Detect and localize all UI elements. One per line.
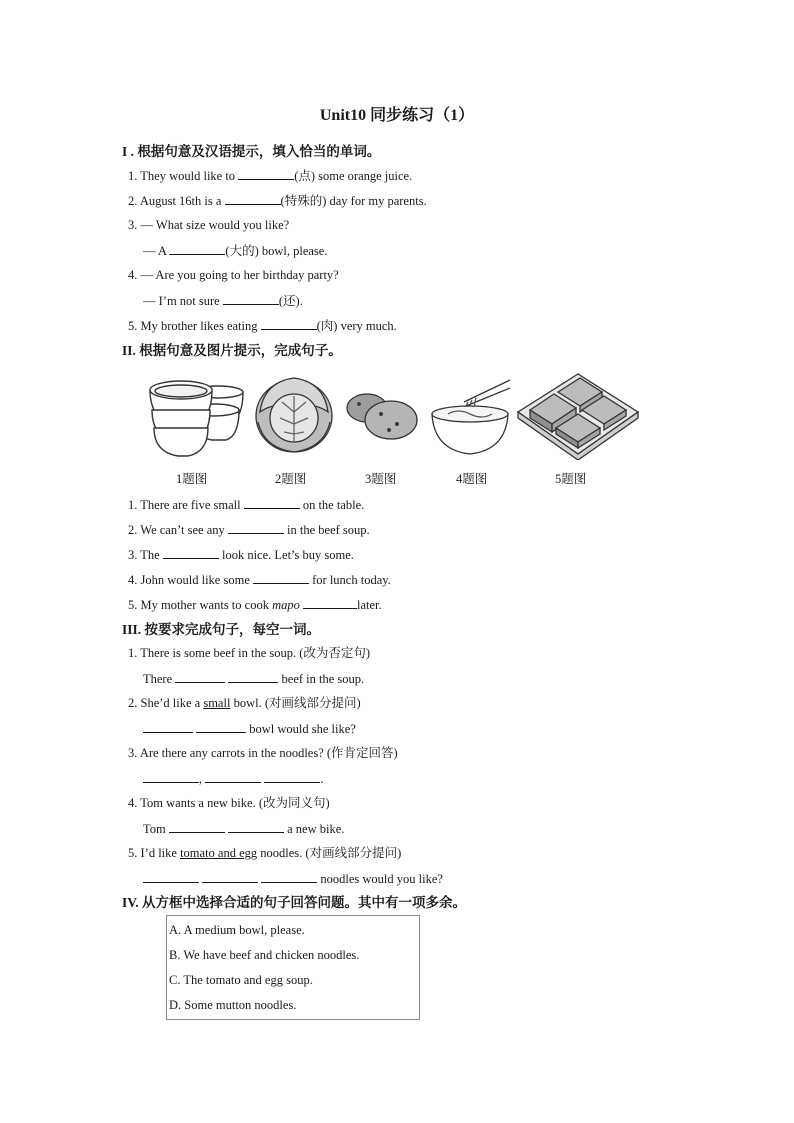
options-box <box>166 915 420 1020</box>
s2-q2 <box>128 521 370 538</box>
answer-blank[interactable] <box>143 720 193 733</box>
q-text: beef in the soup. <box>278 672 365 686</box>
answer-blank[interactable] <box>261 317 317 330</box>
q-text: look nice. Let’s buy some. <box>218 548 354 562</box>
s3-q5-answer <box>143 870 443 887</box>
q-text: John would like some <box>140 573 253 587</box>
answer-blank[interactable] <box>264 770 320 783</box>
s3-q3-answer <box>143 770 324 787</box>
hint: (点) <box>294 169 316 183</box>
s2-q5 <box>128 596 382 613</box>
answer-blank[interactable] <box>228 820 284 833</box>
answer-blank[interactable] <box>253 571 309 584</box>
noodles-picture <box>430 378 512 458</box>
answer-blank[interactable] <box>228 670 278 683</box>
answer-blank[interactable] <box>228 521 284 534</box>
section-3-heading: III. 按要求完成句子，每空一词。 <box>122 622 321 637</box>
answer-blank[interactable] <box>175 670 225 683</box>
s1-q4-question <box>128 267 339 283</box>
picture-caption-4: 4题图 <box>456 472 488 486</box>
q-text: day for my parents. <box>326 194 427 208</box>
q-number: 1. <box>128 646 138 660</box>
q-text: — I’m not sure <box>143 294 223 308</box>
q-text: Tom wants a new bike. (改为同义句) <box>140 796 330 810</box>
q-number: 2. <box>128 696 138 710</box>
q-text: for lunch today. <box>309 573 391 587</box>
cabbage-picture <box>254 372 334 454</box>
answer-blank[interactable] <box>205 770 261 783</box>
q-text: Tom <box>143 822 169 836</box>
s1-q5 <box>128 317 397 334</box>
s2-q3 <box>128 546 354 563</box>
answer-blank[interactable] <box>143 870 199 883</box>
q-text: There are five small <box>140 498 244 512</box>
answer-blank[interactable] <box>244 496 300 509</box>
s1-q3-answer <box>143 242 327 259</box>
q-number: 4. <box>128 796 138 810</box>
s1-q3-question <box>128 217 289 233</box>
q-text: later. <box>357 598 382 612</box>
s1-q1 <box>128 167 412 184</box>
underlined-word: small <box>203 696 231 710</box>
s3-q3-question <box>128 745 398 761</box>
answer-blank[interactable] <box>225 192 281 205</box>
q-text: — Are you going to her birthday party? <box>140 268 339 282</box>
q-text: There <box>143 672 176 686</box>
section-2-heading: II. 根据句意及图片提示，完成句子。 <box>122 343 342 358</box>
answer-blank[interactable] <box>261 870 317 883</box>
q-text: Are there any carrots in the noodles? (作肯定回答) <box>139 746 398 760</box>
potatoes-picture <box>345 388 421 444</box>
s2-q4 <box>128 571 391 588</box>
option-b: B. We have beef and chicken noodles. <box>169 948 360 962</box>
q-text: There is some beef in the soup. (改为否定句) <box>140 646 371 660</box>
s3-q5-question <box>128 845 401 861</box>
q-number: 4. <box>128 268 138 282</box>
answer-blank[interactable] <box>169 820 225 833</box>
tofu-picture <box>516 372 640 460</box>
picture-caption-3: 3题图 <box>365 472 397 486</box>
q-text: in the beef soup. <box>283 523 370 537</box>
answer-blank[interactable] <box>143 770 199 783</box>
answer-blank[interactable] <box>223 292 279 305</box>
answer-blank[interactable] <box>196 720 246 733</box>
s1-q2 <box>128 192 427 209</box>
q-number: 4. <box>128 573 138 587</box>
s1-q4-answer <box>143 292 303 309</box>
q-text: noodles would you like? <box>317 872 443 886</box>
q-text: She’d like a <box>140 696 204 710</box>
q-number: 3. <box>128 746 138 760</box>
picture-caption-2: 2题图 <box>275 472 307 486</box>
s3-q1-answer <box>143 670 364 687</box>
answer-blank[interactable] <box>169 242 225 255</box>
s3-q2-question <box>128 695 361 711</box>
q-text: . <box>320 772 324 786</box>
q-number: 1. <box>128 498 138 512</box>
q-text: August 16th is a <box>139 194 225 208</box>
q-number: 5. <box>128 598 138 612</box>
q-text: very much. <box>337 319 397 333</box>
hint: (还) <box>278 294 300 308</box>
s3-q4-question <box>128 795 330 811</box>
q-text: , <box>199 772 203 786</box>
s3-q4-answer <box>143 820 344 837</box>
s3-q2-answer <box>143 720 356 737</box>
option-a: A. A medium bowl, please. <box>169 923 305 937</box>
hint: (肉) <box>316 319 338 333</box>
page-title: Unit10 同步练习（1） <box>319 107 475 124</box>
q-number: 3. <box>128 218 138 232</box>
q-text: bowl would she like? <box>246 722 356 736</box>
underlined-phrase: tomato and egg <box>180 846 258 860</box>
q-text: a new bike. <box>284 822 345 836</box>
answer-blank[interactable] <box>303 596 357 609</box>
q-text: — A <box>143 244 170 258</box>
q-text: bowl, please. <box>258 244 328 258</box>
answer-blank[interactable] <box>202 870 258 883</box>
q-text: noodles. (对画线部分提问) <box>257 846 402 860</box>
q-text: We can’t see any <box>140 523 228 537</box>
q-text: . <box>299 294 303 308</box>
q-number: 5. <box>128 846 138 860</box>
q-text: They would like to <box>140 169 239 183</box>
option-d: D. Some mutton noodles. <box>169 998 297 1012</box>
q-text: My brother likes eating <box>140 319 261 333</box>
hint: (特殊的) <box>280 194 327 208</box>
q-text: I’d like <box>140 846 181 860</box>
q-text: on the table. <box>299 498 365 512</box>
picture-caption-5: 5题图 <box>555 472 587 486</box>
q-text: bowl. (对画线部分提问) <box>230 696 361 710</box>
q-number: 2. <box>128 194 138 208</box>
option-c: C. The tomato and egg soup. <box>169 973 313 987</box>
q-text: My mother wants to cook <box>140 598 273 612</box>
q-number: 5. <box>128 319 138 333</box>
answer-blank[interactable] <box>238 167 294 180</box>
q-number: 3. <box>128 548 138 562</box>
s3-q1-question <box>128 645 370 661</box>
q-number: 2. <box>128 523 138 537</box>
q-text: — What size would you like? <box>140 218 290 232</box>
q-text: some orange juice. <box>315 169 413 183</box>
section-4-heading: IV. 从方框中选择合适的句子回答问题。其中有一项多余。 <box>122 895 467 910</box>
answer-blank[interactable] <box>163 546 219 559</box>
q-text-italic: mapo <box>272 598 300 612</box>
s2-q1 <box>128 496 364 513</box>
picture-caption-1: 1题图 <box>176 472 208 486</box>
section-1-heading: I . 根据句意及汉语提示，填入恰当的单词。 <box>122 144 381 159</box>
hint: (大的) <box>225 244 259 258</box>
q-number: 1. <box>128 169 138 183</box>
q-text: The <box>140 548 163 562</box>
bowls-picture <box>146 370 246 458</box>
